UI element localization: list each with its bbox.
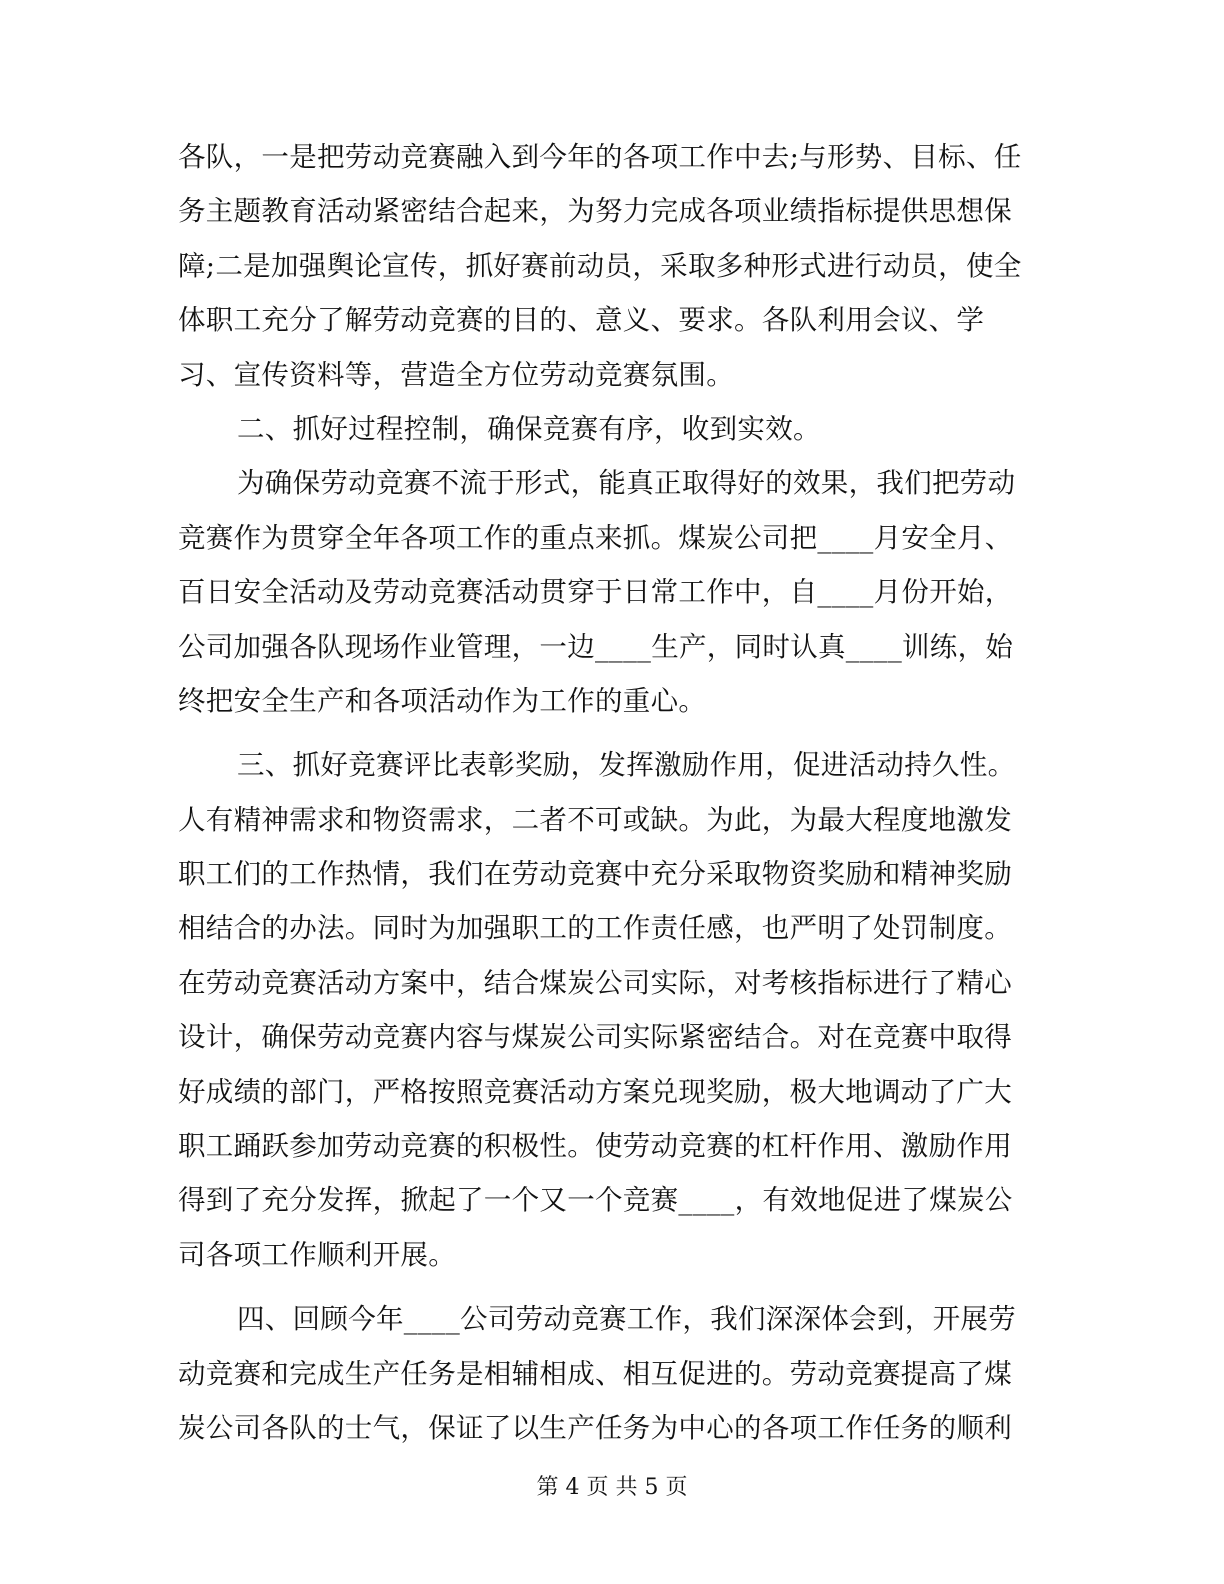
text-line: 好成绩的部门，严格按照竞赛活动方案兑现奖励，极大地调动了广大 <box>178 1075 1012 1108</box>
text-line: 百日安全活动及劳动竞赛活动贯穿于日常工作中，自____月份开始， <box>178 576 1013 609</box>
text-line: 各队，一是把劳动竞赛融入到今年的各项工作中去;与形势、目标、任 <box>178 141 1022 173</box>
text-line: 设计，确保劳动竞赛内容与煤炭公司实际紧密结合。对在竞赛中取得 <box>178 1021 1012 1054</box>
text-line: 习、宣传资料等，营造全方位劳动竞赛氛围。 <box>178 358 734 391</box>
text-line: 得到了充分发挥，掀起了一个又一个竞赛____，有效地促进了煤炭公 <box>178 1184 1013 1217</box>
text-line: 务主题教育活动紧密结合起来，为努力完成各项业绩指标提供思想保 <box>178 195 1012 228</box>
section-heading: 四、回顾今年____公司劳动竞赛工作，我们深深体会到，开展劳 <box>237 1303 1016 1336</box>
page-number-footer: 第 4 页 共 5 页 <box>536 1475 688 1500</box>
text-line: 相结合的办法。同时为加强职工的工作责任感，也严明了处罚制度。 <box>178 912 1012 945</box>
text-line: 动竞赛和完成生产任务是相辅相成、相互促进的。劳动竞赛提高了煤 <box>178 1357 1012 1390</box>
text-line: 司各项工作顺利开展。 <box>178 1238 456 1271</box>
text-line: 体职工充分了解劳动竞赛的目的、意义、要求。各队利用会议、学 <box>178 304 985 337</box>
text-line: 炭公司各队的士气，保证了以生产任务为中心的各项工作任务的顺利 <box>178 1411 1012 1444</box>
section-heading: 二、抓好过程控制，确保竞赛有序，收到实效。 <box>237 412 821 445</box>
text-line: 职工踊跃参加劳动竞赛的积极性。使劳动竞赛的杠杆作用、激励作用 <box>178 1130 1012 1163</box>
text-line: 竞赛作为贯穿全年各项工作的重点来抓。煤炭公司把____月安全月、 <box>178 521 1013 554</box>
text-line: 终把安全生产和各项活动作为工作的重心。 <box>178 684 707 717</box>
section-heading: 三、抓好竞赛评比表彰奖励，发挥激励作用，促进活动持久性。 <box>237 749 1016 782</box>
text-line: 公司加强各队现场作业管理，一边____生产，同时认真____训练，始 <box>178 630 1014 663</box>
body-text <box>178 130 1038 1455</box>
text-line: 障;二是加强舆论宣传，抓好赛前动员，采取多种形式进行动员，使全 <box>178 249 1022 282</box>
text-line: 在劳动竞赛活动方案中，结合煤炭公司实际，对考核指标进行了精心 <box>178 966 1012 999</box>
text-line: 职工们的工作热情，我们在劳动竞赛中充分采取物资奖励和精神奖励 <box>178 858 1012 891</box>
text-line: 为确保劳动竞赛不流于形式，能真正取得好的效果，我们把劳动 <box>237 467 1016 500</box>
text-line: 人有精神需求和物资需求，二者不可或缺。为此，为最大程度地激发 <box>178 803 1012 836</box>
